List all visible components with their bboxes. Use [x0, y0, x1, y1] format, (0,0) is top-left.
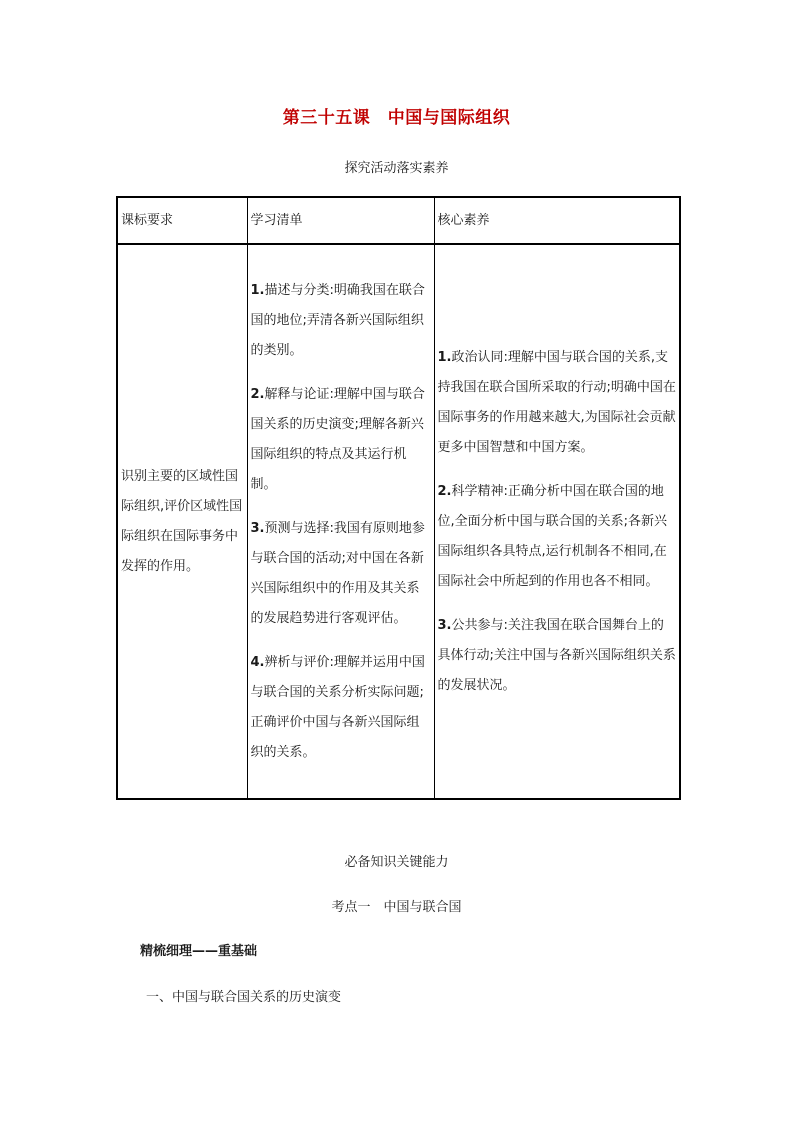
literacy-item-number: 3.: [437, 617, 452, 633]
page-subtitle: 探究活动落实素养: [344, 161, 449, 176]
literacy-item: [438, 477, 677, 597]
study-item-text: 解释与论证:理解中国与联合国关系的历史演变;理解各新兴国际组织的特点及其运行机制。: [250, 386, 425, 492]
study-item-number: 4.: [250, 654, 265, 670]
table-header-core-literacy: 核心素养: [434, 197, 680, 244]
study-item-text: 辨析与评价:理解并运用中国与联合国的关系分析实际问题;正确评价中国与各新兴国际组织的关系。: [250, 654, 425, 760]
literacy-item: [438, 611, 677, 701]
literacy-item-text: 科学精神:正确分析中国在联合国的地位,全面分析中国与联合国的关系;各新兴国际组织各具特点,运行机制各不相同,在国际社会中所起到的作用也各不相同。: [437, 483, 668, 589]
study-item: [251, 380, 431, 500]
literacy-item-number: 1.: [437, 349, 452, 365]
study-list-cell: [247, 244, 434, 799]
page-title: 第三十五课 中国与国际组织: [282, 108, 511, 128]
literacy-item-number: 2.: [437, 483, 452, 499]
core-literacy-cell: [434, 244, 680, 799]
requirements-table: [116, 196, 681, 800]
study-item: [251, 276, 431, 366]
table-row: [117, 244, 680, 799]
study-item-number: 2.: [250, 386, 265, 402]
section-heading: 必备知识关键能力: [344, 855, 449, 870]
literacy-item-text: 政治认同:理解中国与联合国的关系,支持我国在联合国所采取的行动;明确中国在国际事务的作用越来越大,为国际社会贡献更多中国智慧和中国方案。: [437, 349, 676, 455]
requirement-cell: [117, 244, 247, 799]
study-item-text: 预测与选择:我国有原则地参与联合国的活动;对中国在各新兴国际组织中的作用及其关系的发展趋势进行客观评估。: [250, 520, 425, 626]
bold-heading: 精梳细理——重基础: [140, 944, 258, 959]
sub-item-heading: 一、中国与联合国关系的历史演变: [146, 990, 342, 1005]
study-item: [251, 648, 431, 768]
point-heading: 考点一 中国与联合国: [331, 900, 462, 915]
study-item-number: 3.: [250, 520, 265, 536]
study-item: [251, 514, 431, 634]
literacy-item: [438, 343, 677, 463]
table-header-study-list: 学习清单: [247, 197, 434, 244]
requirement-text: 识别主要的区域性国际组织,评价区域性国际组织在国际事务中发挥的作用。: [121, 468, 243, 574]
table-header-row: [117, 197, 680, 244]
literacy-item-text: 公共参与:关注我国在联合国舞台上的具体行动;关注中国与各新兴国际组织关系的发展状况。: [437, 617, 676, 693]
table-header-standard: 课标要求: [117, 197, 247, 244]
study-item-text: 描述与分类:明确我国在联合国的地位;弄清各新兴国际组织的类别。: [250, 282, 425, 358]
study-item-number: 1.: [250, 282, 265, 298]
